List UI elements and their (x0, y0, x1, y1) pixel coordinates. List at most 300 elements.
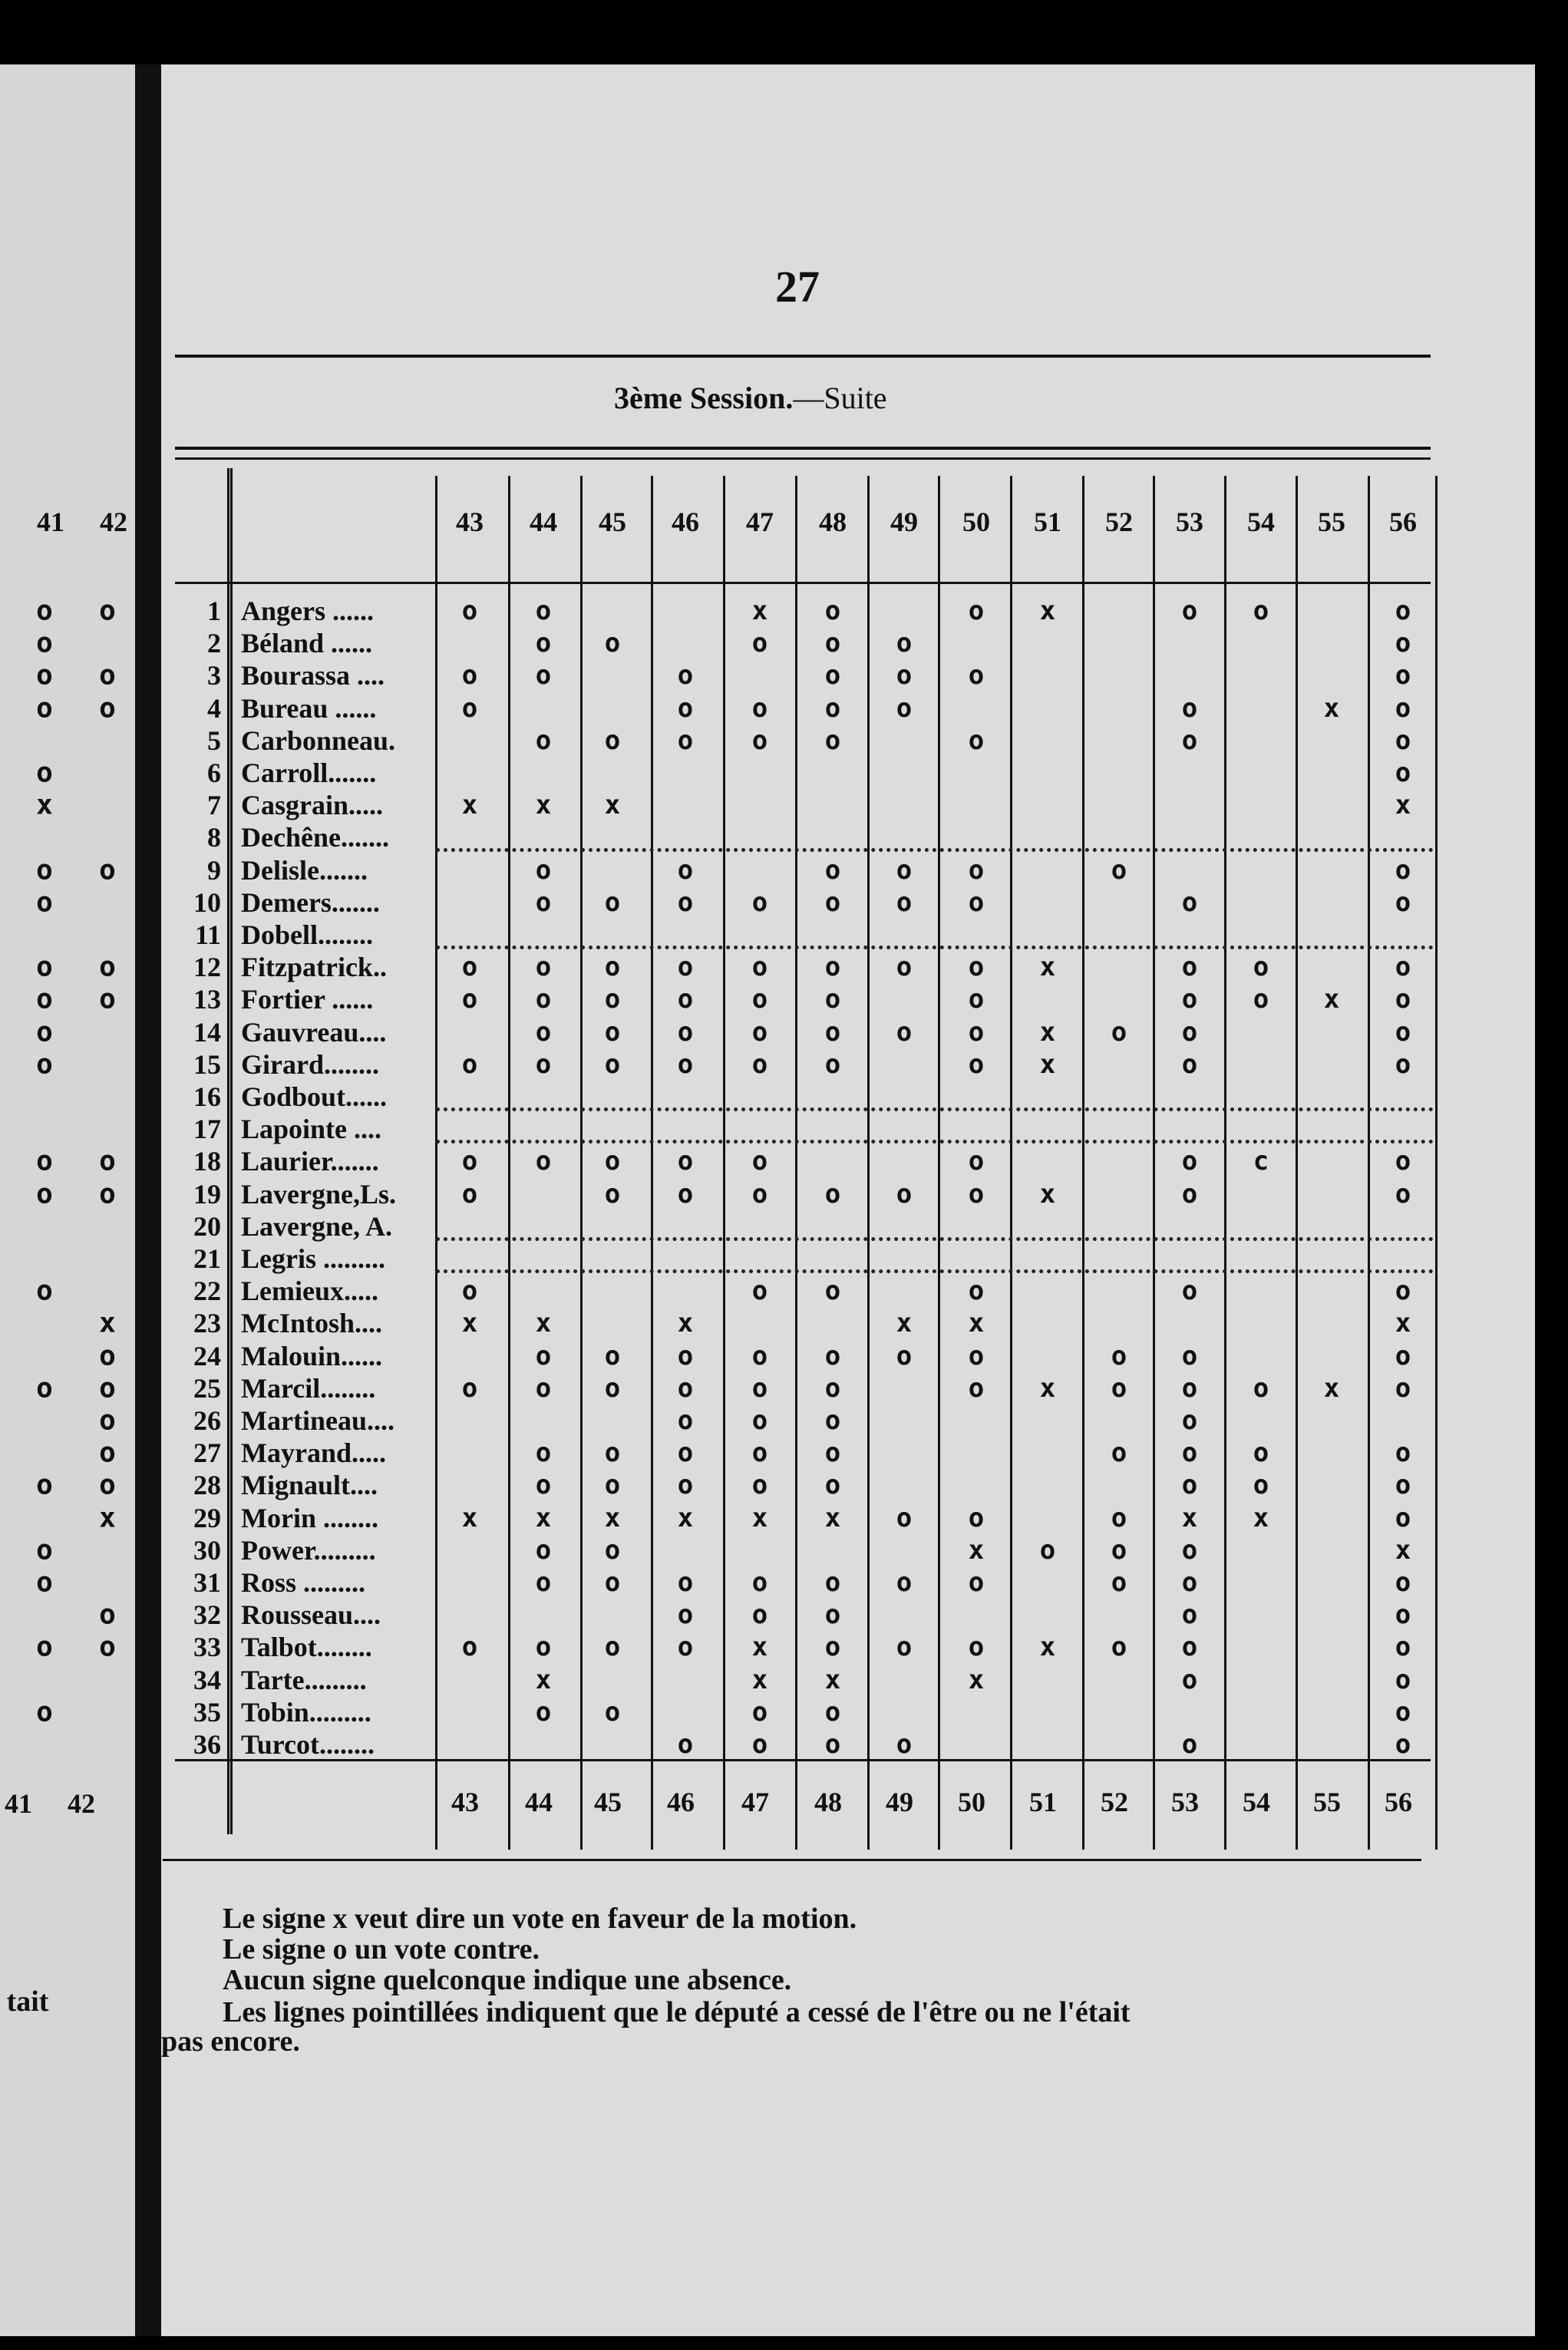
vote-mark: o (604, 1534, 621, 1566)
member-name: Martineau.... (241, 1405, 394, 1436)
row-number: 18 (193, 1146, 221, 1177)
prev-vote-mark: o (99, 595, 116, 627)
vote-mark: o (751, 984, 768, 1015)
prev-column-header: 42 (100, 507, 127, 537)
vote-mark: x (1039, 1632, 1056, 1663)
column-footer: 51 (1029, 1787, 1057, 1817)
vote-mark: o (535, 854, 552, 886)
vote-mark: x (824, 1502, 841, 1533)
vote-mark: x (535, 1664, 552, 1695)
vote-mark: o (896, 1178, 913, 1210)
row-number: 29 (193, 1502, 221, 1533)
vote-mark: o (461, 660, 478, 691)
vote-mark: o (604, 1178, 621, 1210)
dotted-line (436, 946, 1434, 949)
vote-mark: o (1181, 724, 1198, 756)
vote-mark: o (896, 1729, 913, 1760)
vote-mark: o (1111, 1632, 1127, 1663)
vote-mark: o (1253, 984, 1269, 1015)
row-number: 22 (193, 1276, 221, 1307)
row-number: 15 (193, 1048, 221, 1080)
vote-mark: o (535, 1146, 552, 1177)
vote-mark: o (1253, 952, 1269, 983)
vote-mark: o (535, 628, 552, 659)
row-number: 26 (193, 1405, 221, 1436)
vote-mark: o (968, 596, 985, 626)
vote-mark: o (1181, 984, 1198, 1015)
vote-mark: o (1395, 1437, 1411, 1469)
prev-column-footer: 42 (68, 1788, 95, 1819)
row-number: 11 (194, 919, 221, 950)
vote-mark: o (535, 1470, 552, 1501)
vote-mark: o (968, 1178, 985, 1210)
prev-vote-mark: o (36, 1016, 53, 1048)
vote-mark: x (1039, 1372, 1056, 1404)
vote-mark: x (968, 1664, 985, 1695)
column-footer: 44 (525, 1787, 553, 1817)
member-name: Bourassa .... (241, 660, 385, 691)
vote-mark: o (968, 984, 985, 1015)
prev-vote-mark: o (99, 692, 116, 724)
vote-mark: x (1039, 1016, 1056, 1048)
vote-mark: o (677, 1632, 694, 1663)
vote-mark: o (968, 1632, 985, 1663)
vote-mark: o (1395, 596, 1411, 626)
vote-mark: o (1395, 1470, 1411, 1501)
row-number: 30 (193, 1534, 221, 1566)
row-number: 3 (207, 660, 221, 691)
vote-mark: o (1253, 596, 1269, 626)
vote-mark: o (461, 1146, 478, 1177)
vote-mark: o (677, 1340, 694, 1371)
vote-mark: x (1039, 1178, 1056, 1210)
vote-mark: o (677, 1470, 694, 1501)
row-number: 16 (193, 1081, 221, 1112)
vote-mark: o (1181, 596, 1198, 626)
column-header: 47 (746, 507, 774, 537)
member-name: Tobin......... (241, 1696, 371, 1728)
prev-vote-mark: x (36, 789, 53, 821)
vote-mark: o (896, 1632, 913, 1663)
column-header: 44 (530, 507, 557, 537)
vote-mark: o (1039, 1534, 1056, 1566)
vote-mark: o (824, 1178, 841, 1210)
member-name: Mayrand..... (241, 1437, 386, 1469)
vote-mark: o (751, 1470, 768, 1501)
legend-line: Le signe o un vote contre. (223, 1933, 540, 1965)
vote-mark: o (1181, 952, 1198, 983)
vote-mark: o (824, 1567, 841, 1598)
vote-mark: o (824, 1340, 841, 1371)
vote-mark: o (1181, 1567, 1198, 1598)
vote-mark: o (1253, 1437, 1269, 1469)
vote-mark: o (1181, 1340, 1198, 1371)
member-name: Delisle....... (241, 854, 368, 886)
prev-vote-mark: o (36, 1178, 53, 1210)
column-rule (867, 476, 870, 1850)
vote-mark: o (824, 952, 841, 983)
prev-vote-mark: o (36, 1469, 53, 1501)
column-rule (1010, 476, 1012, 1850)
row-number: 8 (207, 822, 221, 853)
member-name: Lemieux..... (241, 1276, 378, 1307)
member-name: Carbonneau. (241, 724, 396, 756)
vote-mark: o (1181, 1405, 1198, 1436)
member-name: Lavergne, A. (241, 1210, 392, 1242)
vote-mark: o (461, 952, 478, 983)
prev-vote-mark: o (99, 983, 116, 1015)
member-name: Mignault.... (241, 1470, 378, 1501)
prev-legend-fragment: tait (6, 1985, 49, 2018)
vertical-rule (230, 468, 233, 1834)
vote-mark: o (677, 1178, 694, 1210)
vote-mark: o (751, 1372, 768, 1404)
vote-mark: o (968, 854, 985, 886)
column-header: 50 (962, 507, 990, 537)
vote-mark: o (461, 1276, 478, 1307)
vote-mark: o (968, 1146, 985, 1177)
vote-mark: o (751, 1729, 768, 1760)
prev-vote-mark: o (36, 692, 53, 724)
column-header: 45 (599, 507, 626, 537)
vote-mark: o (677, 692, 694, 724)
vote-mark: o (896, 692, 913, 724)
vote-mark: o (751, 1437, 768, 1469)
vote-mark: o (968, 1276, 985, 1307)
vote-mark: x (1253, 1502, 1269, 1533)
vote-mark: o (1395, 952, 1411, 983)
vote-mark: x (461, 1308, 478, 1339)
vote-mark: o (1111, 854, 1127, 886)
row-number: 5 (207, 724, 221, 756)
vote-mark: o (751, 1016, 768, 1048)
vote-mark: o (677, 1599, 694, 1631)
vote-mark: o (1395, 1048, 1411, 1080)
member-name: Dechêne....... (241, 822, 389, 853)
vote-mark: x (1395, 1534, 1411, 1566)
vote-mark: o (604, 1696, 621, 1728)
vote-mark: o (896, 660, 913, 691)
vote-mark: c (1253, 1146, 1269, 1177)
vote-mark: o (1181, 1729, 1198, 1760)
column-header: 51 (1034, 507, 1061, 537)
vote-mark: o (1181, 1372, 1198, 1404)
vote-mark: o (1181, 1437, 1198, 1469)
vote-mark: o (751, 952, 768, 983)
row-number: 2 (207, 628, 221, 659)
vote-mark: o (824, 1632, 841, 1663)
vote-mark: o (535, 1016, 552, 1048)
vote-mark: o (824, 1016, 841, 1048)
vote-mark: o (824, 1599, 841, 1631)
column-rule (1082, 476, 1084, 1850)
vote-mark: o (677, 952, 694, 983)
member-name: Girard........ (241, 1048, 379, 1080)
member-name: Lapointe .... (241, 1114, 382, 1145)
vote-mark: o (604, 886, 621, 918)
vote-mark: o (1181, 886, 1198, 918)
vote-mark: x (751, 1632, 768, 1663)
prev-vote-mark: o (99, 1145, 116, 1177)
column-footer: 50 (958, 1787, 985, 1817)
vote-mark: o (1395, 1567, 1411, 1598)
vote-mark: o (1395, 628, 1411, 659)
vote-mark: x (535, 1308, 552, 1339)
column-footer: 46 (667, 1787, 695, 1817)
vote-mark: o (751, 1405, 768, 1436)
column-rule (1368, 476, 1370, 1850)
prev-vote-mark: o (99, 951, 116, 983)
vote-mark: o (461, 692, 478, 724)
row-number: 31 (193, 1567, 221, 1598)
vote-mark: o (824, 660, 841, 691)
vote-mark: o (896, 628, 913, 659)
row-number: 23 (193, 1308, 221, 1339)
vote-mark: o (604, 1372, 621, 1404)
vote-mark: o (1395, 1632, 1411, 1663)
vote-mark: o (1181, 1534, 1198, 1566)
row-number: 13 (193, 984, 221, 1015)
vote-mark: x (751, 1502, 768, 1533)
vote-mark: x (677, 1308, 694, 1339)
prev-column-header: 41 (37, 507, 64, 537)
vote-mark: o (535, 596, 552, 626)
legend-line: Aucun signe quelconque indique une absence. (223, 1964, 792, 1996)
member-name: Demers....... (241, 886, 380, 918)
member-name: Tarte......... (241, 1664, 367, 1695)
vote-mark: o (968, 1567, 985, 1598)
row-number: 4 (207, 692, 221, 724)
dotted-line (436, 848, 1434, 852)
top-rule (175, 355, 1431, 358)
vote-mark: o (535, 660, 552, 691)
vote-mark: o (1395, 1016, 1411, 1048)
vote-mark: x (1181, 1502, 1198, 1533)
vote-mark: o (1395, 1599, 1411, 1631)
column-rule (508, 476, 510, 1850)
vote-mark: x (604, 1502, 621, 1533)
member-name: Ross ......... (241, 1567, 366, 1598)
vote-mark: o (751, 724, 768, 756)
vote-mark: o (751, 1599, 768, 1631)
vote-mark: o (535, 1534, 552, 1566)
row-number: 36 (193, 1729, 221, 1760)
vote-mark: o (535, 724, 552, 756)
vote-mark: x (1039, 596, 1056, 626)
member-name: Fortier ...... (241, 984, 374, 1015)
vote-mark: o (1395, 1502, 1411, 1533)
vote-mark: x (1323, 692, 1340, 724)
vote-mark: x (535, 1502, 552, 1533)
vote-mark: o (968, 1502, 985, 1533)
vote-mark: o (824, 1405, 841, 1436)
vote-mark: x (461, 790, 478, 821)
vote-mark: o (1111, 1567, 1127, 1598)
bottom-rule (163, 1859, 1421, 1861)
vote-mark: o (824, 1437, 841, 1469)
prev-vote-mark: o (99, 1437, 116, 1469)
column-footer: 53 (1171, 1787, 1199, 1817)
vote-mark: o (751, 1340, 768, 1371)
vote-mark: o (677, 886, 694, 918)
row-number: 19 (193, 1178, 221, 1210)
prev-vote-mark: o (99, 1340, 116, 1372)
vote-mark: o (604, 1340, 621, 1371)
vote-mark: o (968, 1048, 985, 1080)
vote-mark: x (1039, 1048, 1056, 1080)
vote-mark: o (896, 1567, 913, 1598)
vote-mark: o (968, 660, 985, 691)
vote-mark: o (1181, 1632, 1198, 1663)
vote-mark: o (535, 1340, 552, 1371)
vote-mark: x (824, 1664, 841, 1695)
vote-mark: o (1111, 1437, 1127, 1469)
vote-mark: o (535, 1048, 552, 1080)
prev-vote-mark: o (36, 1566, 53, 1599)
vote-mark: o (604, 724, 621, 756)
vote-mark: o (896, 854, 913, 886)
vote-mark: o (677, 1729, 694, 1760)
vote-mark: o (824, 1372, 841, 1404)
legend-line: Les lignes pointillées indiquent que le député a cessé de l'être ou ne l'était (223, 1996, 1131, 2028)
dotted-line (436, 1140, 1434, 1144)
vote-mark: o (677, 984, 694, 1015)
vote-mark: o (1395, 660, 1411, 691)
vote-mark: o (1395, 757, 1411, 788)
vote-mark: x (604, 790, 621, 821)
prev-vote-mark: o (36, 757, 53, 789)
vote-mark: o (535, 1567, 552, 1598)
vote-mark: o (968, 1372, 985, 1404)
column-rule (435, 476, 437, 1850)
vote-mark: o (824, 854, 841, 886)
prev-vote-mark: o (99, 1372, 116, 1404)
column-rule (1435, 476, 1438, 1850)
vertical-rule (227, 468, 229, 1834)
dotted-line (436, 1237, 1434, 1241)
vote-mark: o (1111, 1340, 1127, 1371)
vote-mark: o (677, 1405, 694, 1436)
member-name: Carroll....... (241, 757, 377, 788)
column-header: 46 (672, 507, 699, 537)
row-number: 34 (193, 1664, 221, 1695)
header-rule (175, 582, 1431, 584)
vote-mark: o (1395, 886, 1411, 918)
vote-mark: o (677, 1146, 694, 1177)
vote-mark: o (1111, 1372, 1127, 1404)
vote-mark: o (677, 854, 694, 886)
vote-mark: o (1253, 1470, 1269, 1501)
column-rule (1224, 476, 1226, 1850)
vote-mark: o (1111, 1534, 1127, 1566)
row-number: 24 (193, 1340, 221, 1371)
prev-vote-mark: o (36, 1145, 53, 1177)
vote-mark: o (604, 1632, 621, 1663)
vote-mark: o (535, 984, 552, 1015)
vote-mark: o (535, 1372, 552, 1404)
member-name: Turcot........ (241, 1729, 375, 1760)
vote-mark: o (1395, 854, 1411, 886)
table-top-rule-2 (175, 457, 1431, 460)
vote-mark: o (824, 1048, 841, 1080)
vote-mark: o (461, 1632, 478, 1663)
vote-mark: o (968, 724, 985, 756)
prev-vote-mark: o (36, 1534, 53, 1566)
vote-mark: o (1395, 1372, 1411, 1404)
vote-mark: o (604, 1437, 621, 1469)
column-footer: 48 (814, 1787, 842, 1817)
vote-mark: x (1323, 1372, 1340, 1404)
column-rule (1153, 476, 1155, 1850)
column-rule (938, 476, 940, 1850)
vote-mark: o (824, 596, 841, 626)
vote-mark: o (1395, 1276, 1411, 1307)
prev-vote-mark: o (99, 1631, 116, 1663)
row-number: 12 (193, 952, 221, 983)
member-name: Power......... (241, 1534, 376, 1566)
row-number: 6 (207, 757, 221, 788)
row-number: 27 (193, 1437, 221, 1469)
vote-mark: o (751, 1696, 768, 1728)
row-number: 7 (207, 790, 221, 821)
member-name: Lavergne,Ls. (241, 1178, 396, 1210)
prev-vote-mark: o (36, 854, 53, 886)
vote-mark: o (677, 1048, 694, 1080)
vote-mark: o (896, 952, 913, 983)
column-header: 53 (1176, 507, 1203, 537)
prev-vote-mark: o (36, 627, 53, 659)
column-rule (795, 476, 797, 1850)
prev-vote-mark: o (99, 854, 116, 886)
prev-vote-mark: o (36, 983, 53, 1015)
vote-mark: o (824, 1276, 841, 1307)
vote-mark: o (824, 724, 841, 756)
column-header: 49 (890, 507, 918, 537)
column-footer: 47 (741, 1787, 769, 1817)
vote-mark: o (604, 984, 621, 1015)
member-name: Legris ......... (241, 1243, 385, 1274)
vote-mark: o (1395, 1340, 1411, 1371)
vote-mark: o (677, 724, 694, 756)
prev-vote-mark: x (99, 1307, 116, 1339)
vote-mark: o (677, 1437, 694, 1469)
vote-mark: o (824, 1696, 841, 1728)
member-name: Rousseau.... (241, 1599, 381, 1631)
vote-mark: x (1395, 1308, 1411, 1339)
vote-mark: o (824, 628, 841, 659)
vote-mark: o (1395, 1178, 1411, 1210)
member-name: McIntosh.... (241, 1308, 383, 1339)
prev-vote-mark: o (36, 1048, 53, 1081)
prev-vote-mark: o (36, 1631, 53, 1663)
member-name: Malouin...... (241, 1340, 383, 1371)
dotted-line (436, 1269, 1434, 1273)
vote-mark: o (1181, 1599, 1198, 1631)
row-number: 32 (193, 1599, 221, 1631)
vote-mark: x (1039, 952, 1056, 983)
vote-mark: o (535, 886, 552, 918)
vote-mark: o (824, 1470, 841, 1501)
vote-mark: o (535, 1632, 552, 1663)
vote-mark: o (896, 1016, 913, 1048)
vote-mark: o (535, 952, 552, 983)
prev-vote-mark: o (36, 1275, 53, 1307)
member-name: Angers ...... (241, 596, 374, 626)
vote-mark: x (535, 790, 552, 821)
vote-mark: o (824, 886, 841, 918)
legend-line: Le signe x veut dire un vote en faveur de la motion. (223, 1903, 857, 1935)
row-number: 10 (193, 886, 221, 918)
